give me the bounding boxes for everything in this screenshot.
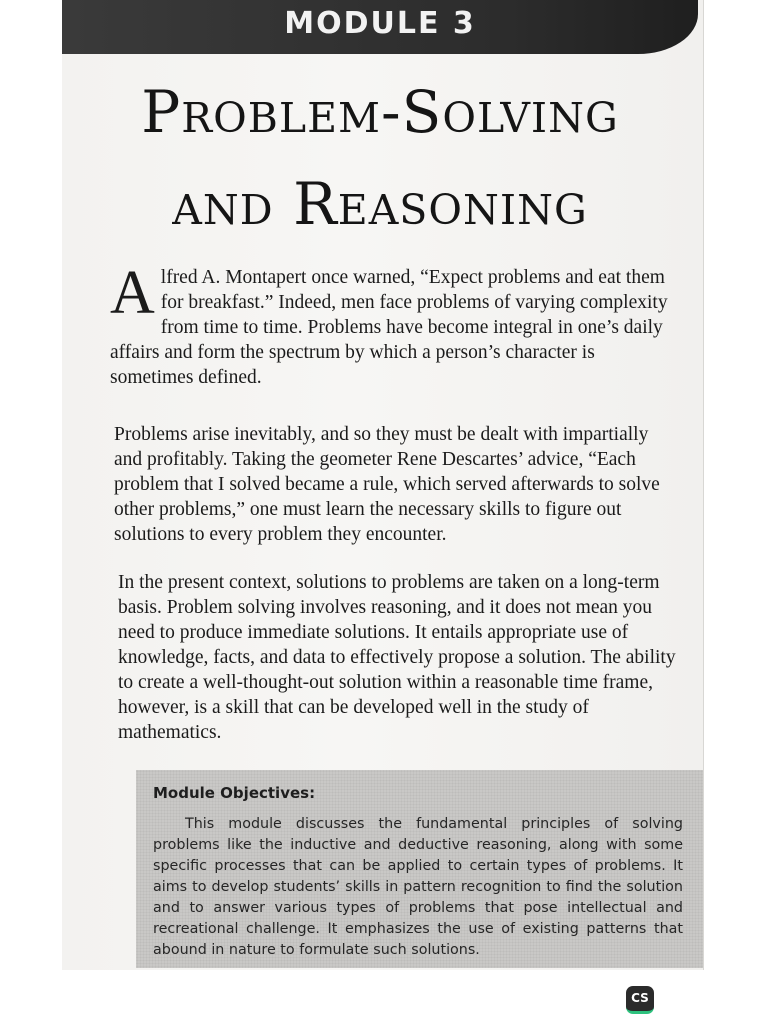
objectives-heading: Module Objectives: — [153, 784, 316, 802]
chapter-title-line-1: Problem-Solving — [141, 78, 619, 146]
drop-cap: A — [110, 259, 155, 327]
intro-paragraph — [110, 259, 678, 390]
objectives-text: This module discusses the fundamental principles of solving problems like the inductive and deductive reasoning, along with some specific processes that can be applied to certain types of problems. It aims to develop students’ skills in pattern recognition to find the solution and to answer various types of problems that pose intellectual and recreational challenge. It emphasizes the use of existing patterns that abound in nature to formulate such solutions. — [153, 816, 683, 958]
intro-paragraph-text: lfred A. Montapert once warned, “Expect problems and eat them for breakfast.” Indeed, men face problems of varying complexity from time to time. Problems have become integral in one’s daily affairs and form the spectrum by which a person’s character is sometimes defined. — [110, 267, 668, 388]
chapter-title-line-2: and Reasoning — [172, 170, 588, 238]
module-label: MODULE 3 — [284, 6, 476, 41]
module-header-bar — [62, 0, 698, 54]
camscanner-logo-icon: CS — [626, 986, 654, 1014]
second-paragraph: Problems arise inevitably, and so they must be dealt with impartially and profitably. Taking the geometer Rene Descartes’ advice, “Each problem that I solved became a rule, which served afterwards to solve other problems,” one must learn the necessary skills to figure out solutions to every problem they encounter. — [114, 424, 660, 545]
module-objectives-box — [136, 770, 703, 968]
third-paragraph: In the present context, solutions to problems are taken on a long-term basis. Problem solving involves reasoning, and it does not mean you need to produce immediate solutions. It entails appropriate use of knowledge, facts, and data to effectively propose a solution. The ability to create a well-thought-out solution within a reasonable time frame, however, is a skill that can be developed well in the study of mathematics. — [118, 572, 676, 743]
